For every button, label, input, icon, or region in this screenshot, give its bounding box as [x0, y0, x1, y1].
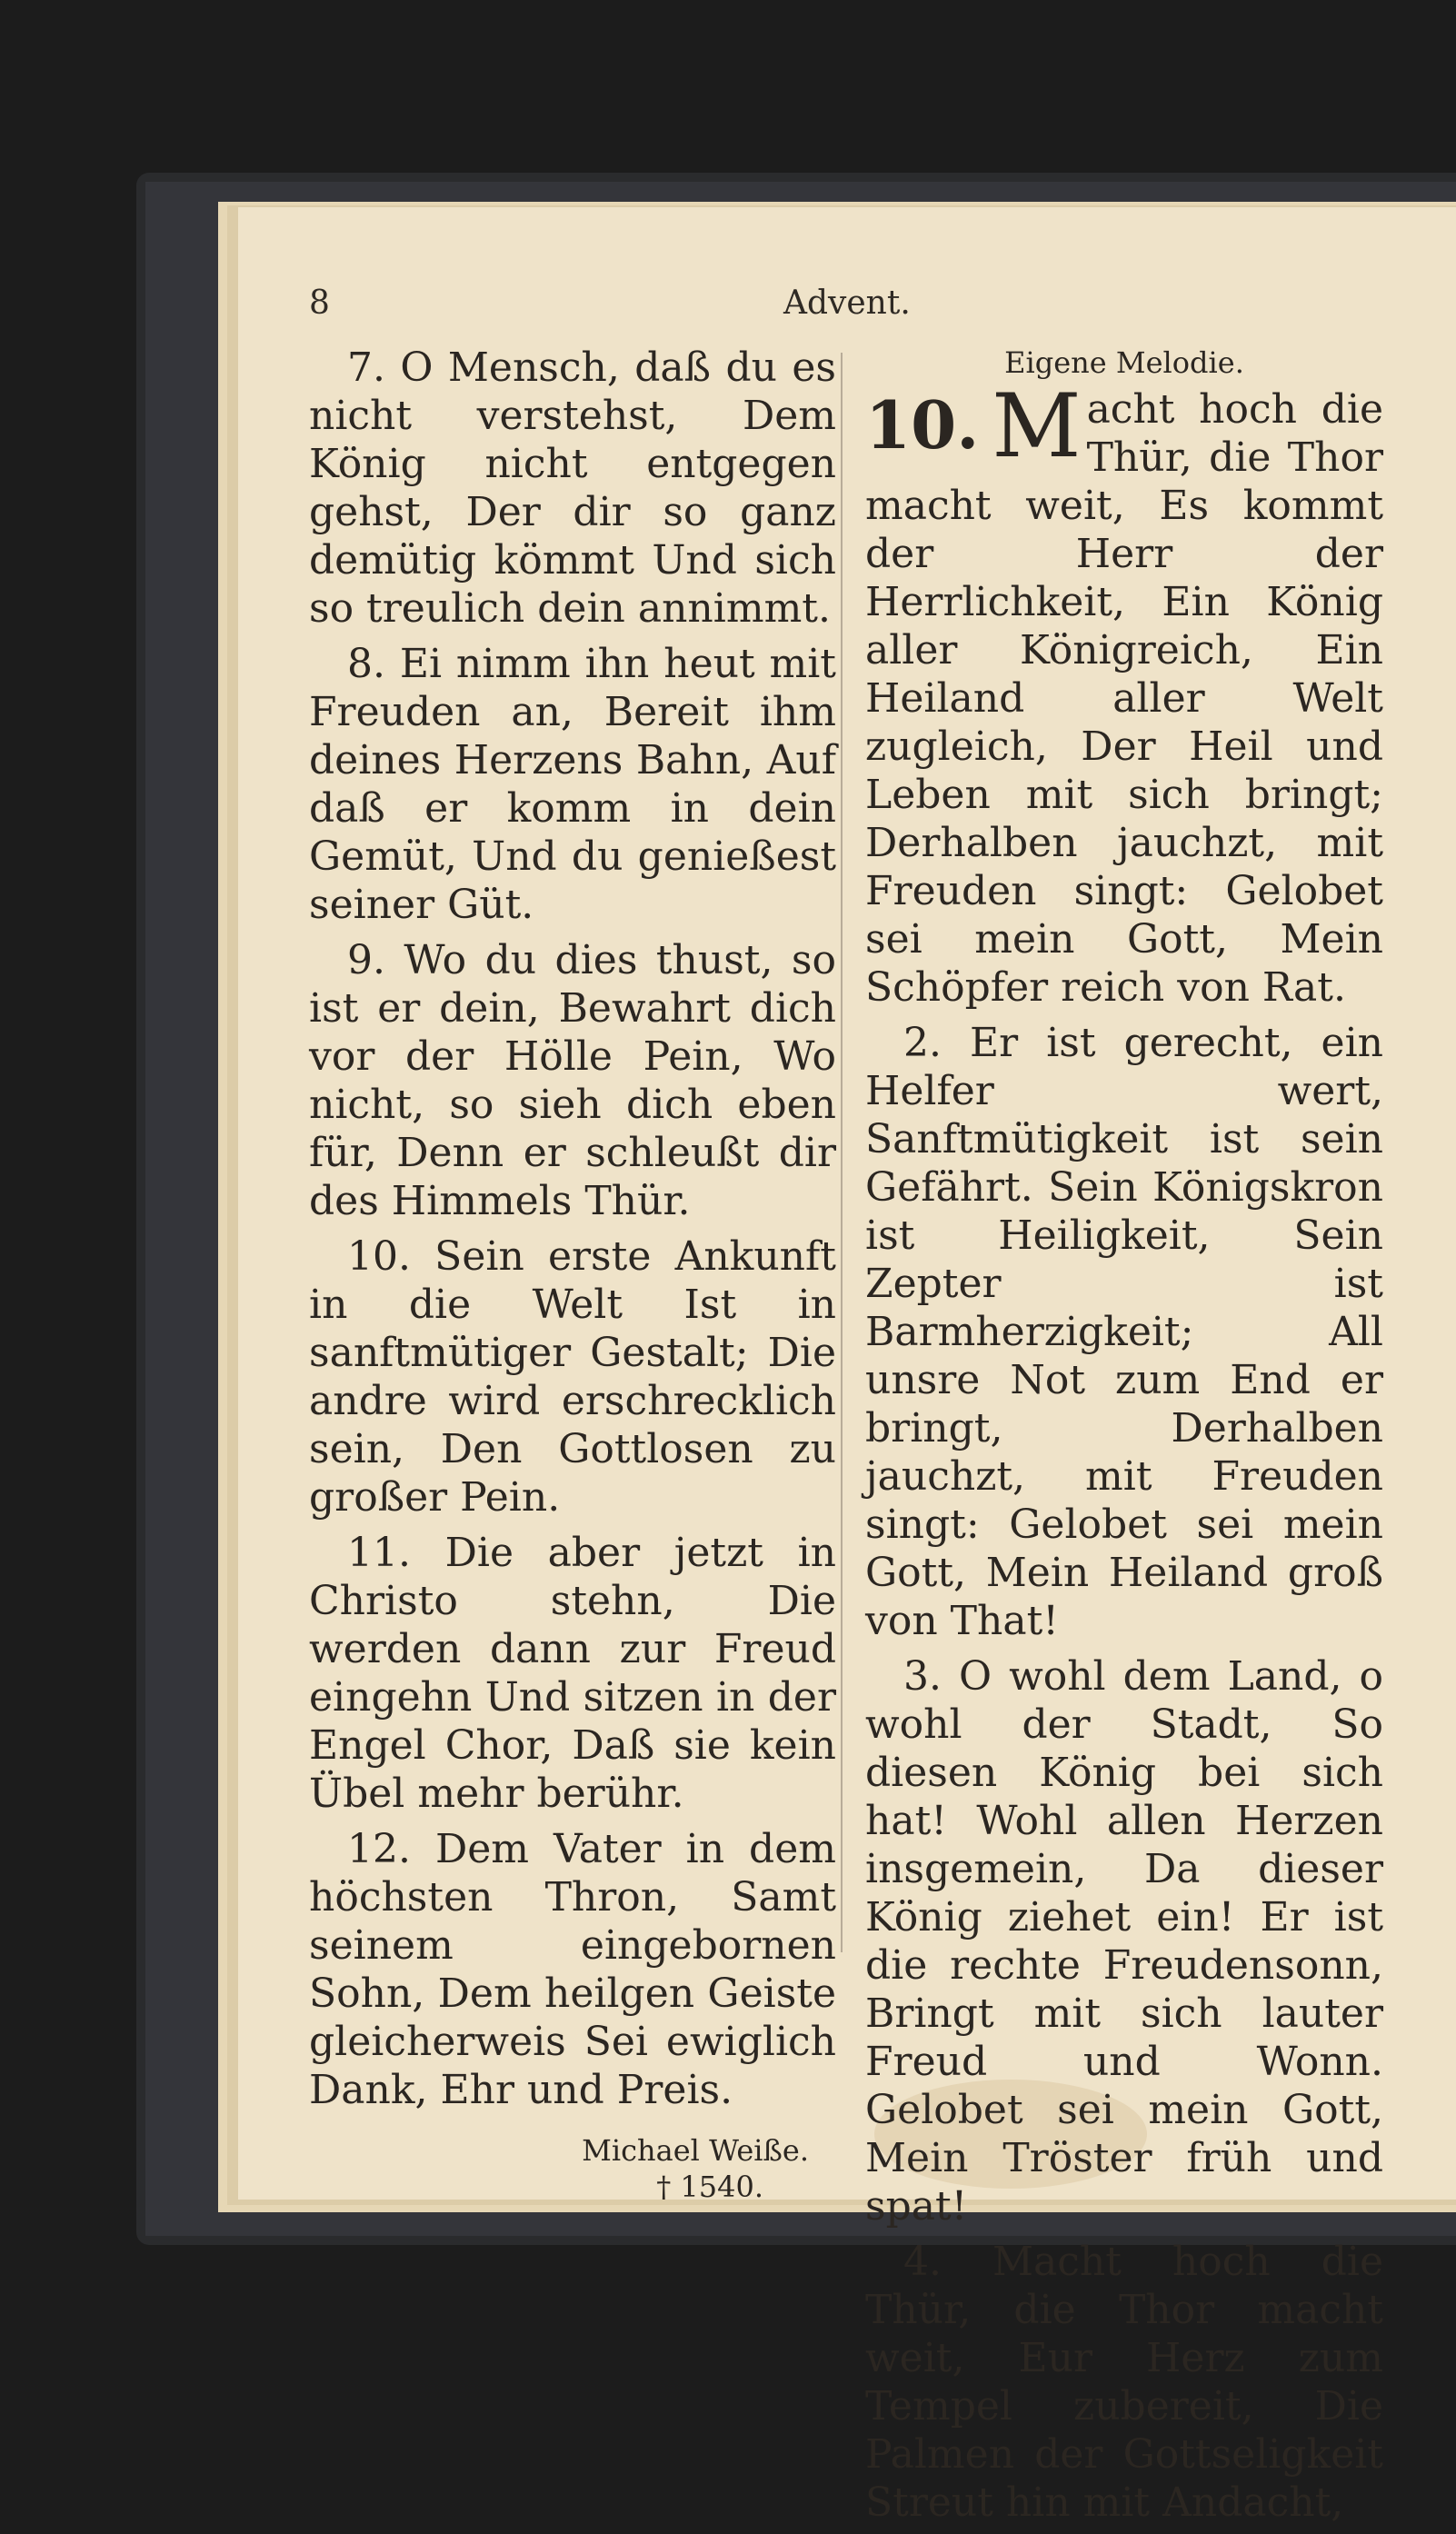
- stanza-11: 11. Die aber jetzt in Christo stehn, Die werden dann zur Freud eingehn Und sitzen in der Engel Chor, Daß sie kein Übel mehr berühr.: [309, 1530, 836, 1817]
- stanza-3: 3. O wohl dem Land, o wohl der Stadt, So diesen König bei sich hat! Wohl allen Herzen insgemein, Da dieser König ziehet ein! Er ist die rechte Freudensonn, Bringt mit sich lauter Freud und Wonn. Gelobet sei mein Gott, Mein Tröster früh und spat!: [865, 1653, 1383, 2230]
- stanza-8: 8. Ei nimm ihn heut mit Freuden an, Bereit ihm deines Herzens Bahn, Auf daß er komm in dein Gemüt, Und du genießest seiner Güt.: [309, 641, 836, 928]
- author-death-year: † 1540.: [656, 2170, 763, 2204]
- hymn-number: 10.: [865, 386, 980, 464]
- left-column: [309, 344, 836, 2205]
- page-header: [238, 284, 1456, 339]
- author-name: Michael Weiße.: [582, 2133, 809, 2168]
- drop-initial: M: [992, 375, 1082, 477]
- stanza-2: 2. Er ist gerecht, ein Helfer wert, Sanftmütigkeit ist sein Gefährt. Sein Königskron ist Heiligkeit, Sein Zepter ist Barmherzigkeit; All unsre Not zum End er bringt, Derhalben jauchzt, mit Freuden singt: Gelobet sei mein Gott, Mein Heiland groß von That!: [865, 1020, 1383, 1644]
- page-number: 8: [309, 284, 330, 322]
- stanza-1: acht hoch die Thür, die Thor macht weit, Es kommt der Herr der Herrlichkeit, Ein König aller Königreich, Ein Heiland aller Welt zugleich, Der Heil und Leben mit sich bringt; Derhalben jauchzt, mit Freuden singt: Gelobet sei mein Gott, Mein Schöpfer reich von Rat.: [865, 386, 1383, 1011]
- stanza-12: 12. Dem Vater in dem höchsten Thron, Samt seinem eingebornen Sohn, Dem heilgen Geiste gleicherweis Sei ewiglich Dank, Ehr und Preis.: [309, 1826, 836, 2113]
- stanza-10: 10. Sein erste Ankunft in die Welt Ist in sanftmütiger Gestalt; Die andre wird erschrecklich sein, Den Gottlosen zu großer Pein.: [309, 1233, 836, 1521]
- right-column: [865, 344, 1383, 2534]
- running-head: Advent.: [783, 284, 911, 322]
- stanza-4: 4. Macht hoch die Thür, die Thor macht weit, Eur Herz zum Tempel zubereit, Die Palmen der Gottseligkeit Streut hin mit Andacht,: [865, 2239, 1383, 2526]
- hymn-opening: [865, 375, 1383, 1012]
- melody-note: Eigene Melodie.: [1004, 345, 1244, 380]
- stanza-7: 7. O Mensch, daß du es nicht verstehst, Dem König nicht entgegen gehst, Der dir so ganz demütig kömmt Und sich so treulich dein annimmt.: [309, 344, 836, 632]
- stanza-9: 9. Wo du dies thust, so ist er dein, Bewahrt dich vor der Hölle Pein, Wo nicht, so sieh dich eben für, Denn er schleußt dir des Himmels Thür.: [309, 937, 836, 1224]
- column-divider: [841, 353, 843, 1952]
- book-page: [238, 207, 1456, 2526]
- author-attribution: [309, 2132, 836, 2205]
